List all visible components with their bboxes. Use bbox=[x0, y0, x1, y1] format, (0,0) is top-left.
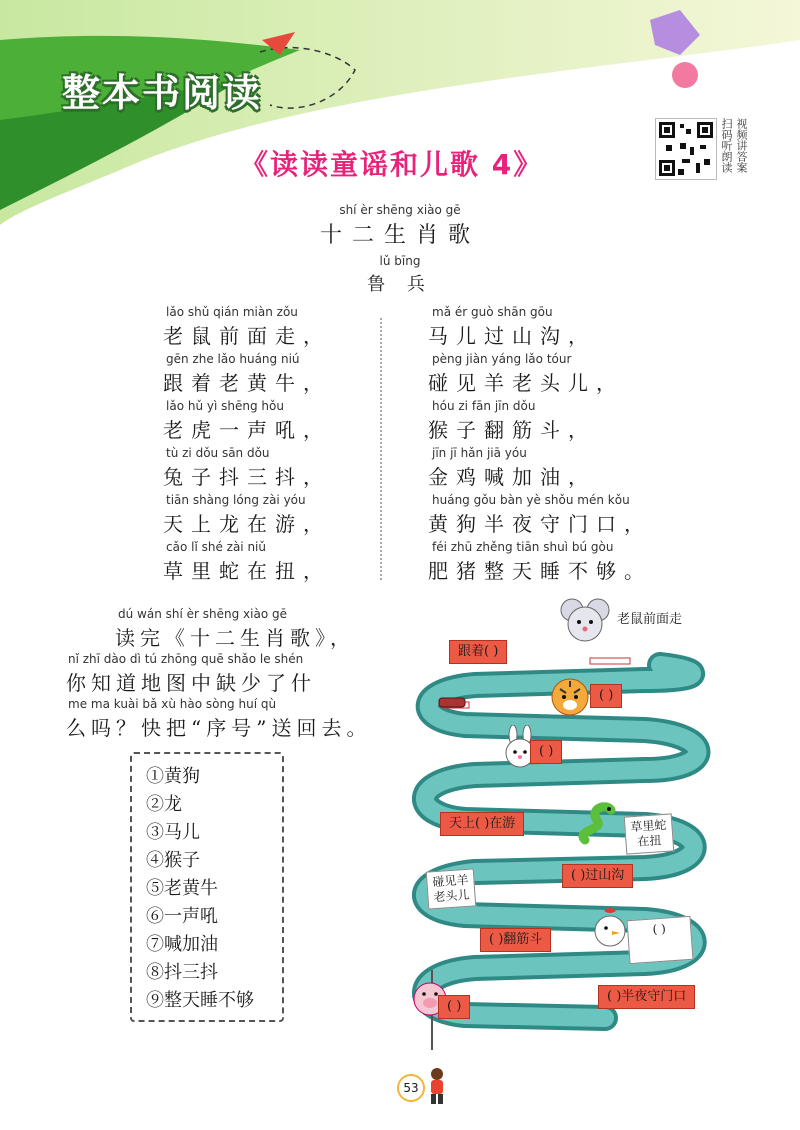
poem-pinyin: cǎo lǐ shé zài niǔ bbox=[166, 540, 266, 554]
poem-line: 天上龙在游， bbox=[163, 512, 331, 536]
rat-icon bbox=[560, 598, 610, 648]
poem-line: 金鸡喊加油， bbox=[428, 465, 596, 489]
page-number: 53 bbox=[397, 1074, 425, 1102]
road-barrier bbox=[590, 658, 630, 664]
map-sign-pig[interactable]: ( ) bbox=[438, 995, 470, 1019]
poem-title: 十二生肖歌 bbox=[319, 223, 480, 248]
poem-author: 鲁 兵 bbox=[367, 274, 433, 295]
map-sign-rooster[interactable]: ( ) bbox=[627, 916, 694, 964]
map-caption-rat: 老鼠前面走 bbox=[617, 612, 683, 627]
qr-code-icon[interactable] bbox=[655, 118, 717, 180]
poem-author-pinyin: lǔ bīng bbox=[379, 254, 421, 268]
poem-line: 黄狗半夜守门口， bbox=[428, 512, 652, 536]
answer-options-box bbox=[130, 752, 284, 1022]
map-note-snake: 草里蛇 在扭 bbox=[624, 813, 675, 854]
tiger-icon bbox=[550, 675, 590, 721]
poem-line: 老虎一声吼， bbox=[163, 418, 331, 442]
poem-pinyin: hóu zi fān jīn dǒu bbox=[432, 399, 536, 413]
map-sign-tiger[interactable]: ( ) bbox=[590, 684, 622, 708]
answer-option[interactable]: ⑦喊加油 bbox=[146, 934, 218, 955]
train-icon bbox=[438, 695, 468, 714]
qr-label-video: 视频讲答案 bbox=[735, 118, 748, 173]
map-sign-dog[interactable]: ( )半夜守门口 bbox=[598, 985, 695, 1009]
question-pinyin: me ma kuài bǎ xù hào sòng huí qù bbox=[68, 697, 277, 711]
map-sign-rabbit[interactable]: ( ) bbox=[530, 740, 562, 764]
answer-option[interactable]: ③马儿 bbox=[146, 822, 200, 843]
question-pinyin: nǐ zhī dào dì tú zhōng quē shǎo le shén bbox=[68, 652, 304, 666]
question-pinyin: dú wán shí èr shēng xiào gē bbox=[118, 607, 287, 621]
poem-pinyin: tù zi dǒu sān dǒu bbox=[166, 446, 270, 460]
answer-option[interactable]: ⑤老黄牛 bbox=[146, 878, 218, 899]
poem-line: 碰见羊老头儿， bbox=[428, 371, 624, 395]
map-sign-monkey[interactable]: ( )翻筋斗 bbox=[480, 928, 551, 952]
poem-line: 老鼠前面走， bbox=[163, 324, 331, 348]
poem-line: 马儿过山沟， bbox=[428, 324, 596, 348]
answer-option[interactable]: ⑧抖三抖 bbox=[146, 962, 218, 983]
book-title: 《读读童谣和儿歌 4》 bbox=[240, 148, 544, 181]
poem-pinyin: tiān shàng lóng zài yóu bbox=[166, 493, 306, 507]
poem-divider bbox=[380, 318, 382, 580]
poem-pinyin: huáng gǒu bàn yè shǒu mén kǒu bbox=[432, 493, 630, 507]
answer-option[interactable]: ②龙 bbox=[146, 794, 182, 815]
section-title: 整本书阅读 bbox=[62, 71, 263, 115]
qr-label-listen: 扫码听朗读 bbox=[720, 118, 733, 173]
question-line: 读完《十二生肖歌》， bbox=[115, 626, 355, 650]
poem-pinyin: jīn jī hǎn jiā yóu bbox=[432, 446, 527, 460]
qr-labels bbox=[720, 118, 748, 173]
answer-option[interactable]: ④猴子 bbox=[146, 850, 200, 871]
poem-pinyin: lǎo hǔ yì shēng hǒu bbox=[166, 399, 284, 413]
poem-pinyin: gēn zhe lǎo huáng niú bbox=[166, 352, 300, 366]
answer-option[interactable]: ①黄狗 bbox=[146, 766, 200, 787]
map-note-sheep: 碰见羊 老头儿 bbox=[426, 868, 477, 909]
question-line: 么吗？快把“序号”送回去。 bbox=[66, 716, 372, 740]
answer-option[interactable]: ⑥一声吼 bbox=[146, 906, 218, 927]
answer-option[interactable]: ⑨整天睡不够 bbox=[146, 990, 254, 1011]
poem-line: 猴子翻筋斗， bbox=[428, 418, 596, 442]
map-sign-dragon[interactable]: 天上( )在游 bbox=[440, 812, 524, 836]
question-line: 你知道地图中缺少了什 bbox=[66, 671, 316, 695]
poem-line: 草里蛇在扭， bbox=[163, 559, 331, 583]
map-sign-horse[interactable]: ( )过山沟 bbox=[562, 864, 633, 888]
poem-line: 跟着老黄牛， bbox=[163, 371, 331, 395]
poem-pinyin: pèng jiàn yáng lǎo tóur bbox=[432, 352, 572, 366]
reading-child-icon bbox=[422, 1066, 452, 1110]
poem-pinyin: lǎo shǔ qián miàn zǒu bbox=[166, 305, 298, 319]
poem-pinyin: mǎ ér guò shān gōu bbox=[432, 305, 553, 319]
poem-title-pinyin: shí èr shēng xiào gē bbox=[339, 203, 461, 217]
poem-line: 兔子抖三抖， bbox=[163, 465, 331, 489]
poem-line: 肥猪整天睡不够。 bbox=[428, 559, 652, 583]
snake-icon bbox=[575, 800, 619, 850]
poem-pinyin: féi zhū zhěng tiān shuì bú gòu bbox=[432, 540, 614, 554]
map-sign-ox[interactable]: 跟着( ) bbox=[449, 640, 507, 664]
rooster-icon bbox=[590, 905, 630, 955]
